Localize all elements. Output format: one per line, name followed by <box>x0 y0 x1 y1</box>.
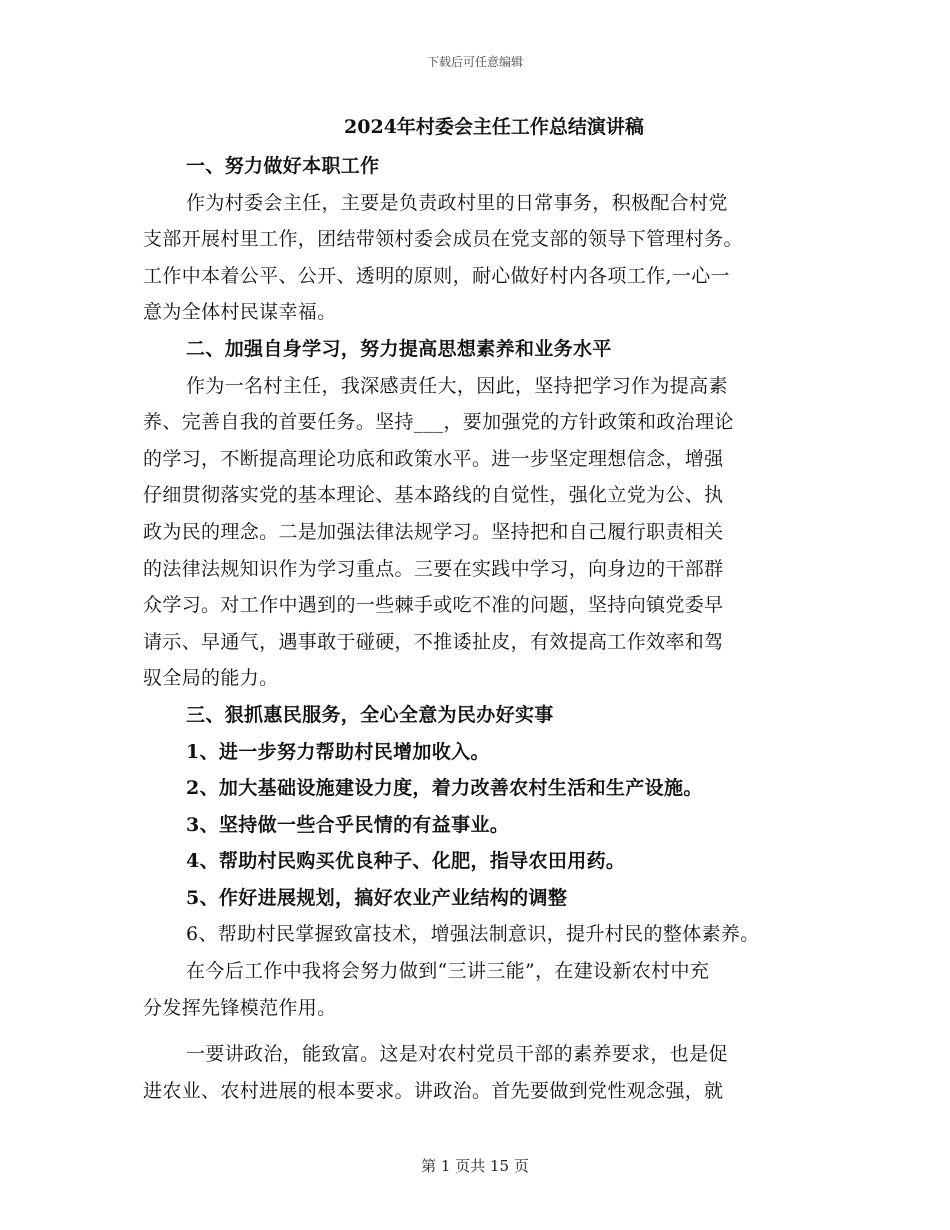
section-heading-1: 一、努力做好本职工作 <box>186 155 380 177</box>
paragraph-line: 意为全体村民谋幸福。 <box>143 301 337 324</box>
list-item: 3、坚持做一些合乎民情的有益事业。 <box>186 813 510 836</box>
paragraph-line: 进农业、农村进展的根本要求。讲政治。首先要做到党性观念强，就 <box>143 1079 724 1102</box>
paragraph-line: 政为民的理念。二是加强法律法规学习。坚持把和自己履行职责相关 <box>143 520 724 543</box>
paragraph-line: 仔细贯彻落实党的基本理论、基本路线的自觉性，强化立党为公、执 <box>143 484 724 507</box>
document-body <box>143 110 833 1109</box>
paragraph-line: 的学习，不断提高理论功底和政策水平。进一步坚定理想信念，增强 <box>143 447 724 470</box>
paragraph-line: 作为村委会主任，主要是负责政村里的日常事务，积极配合村党 <box>186 191 728 214</box>
document-title: 2024年村委会主任工作总结演讲稿 <box>344 116 644 138</box>
list-item: 4、帮助村民购买优良种子、化肥，指导农田用药。 <box>186 850 626 873</box>
page-header: 下载后可任意编辑 <box>426 55 523 69</box>
section-heading-2: 二、加强自身学习，努力提高思想素养和业务水平 <box>186 337 612 360</box>
list-item: 1、进一步努力帮助村民增加收入。 <box>186 740 490 763</box>
page-footer: 第 1 页共 15 页 <box>421 1157 529 1175</box>
paragraph-line: 的法律法规知识作为学习重点。三要在实践中学习，向身边的干部群 <box>143 557 724 580</box>
list-item: 2、加大基础设施建设力度，着力改善农村生活和生产设施。 <box>186 777 703 800</box>
paragraph-line: 分发挥先锋模范作用。 <box>143 996 337 1019</box>
paragraph-line: 养、完善自我的首要任务。坚持___，要加强党的方针政策和政治理论 <box>143 411 734 434</box>
list-item: 5、作好进展规划，搞好农业产业结构的调整 <box>186 886 568 909</box>
paragraph-line: 一要讲政治，能致富。这是对农村党员干部的素养要求，也是促 <box>186 1043 728 1066</box>
paragraph-line: 工作中本着公平、公开、透明的原则，耐心做好村内各项工作,一心一 <box>143 264 730 287</box>
paragraph-line: 作为一名村主任，我深感责任大，因此，坚持把学习作为提高素 <box>186 374 728 397</box>
section-heading-3: 三、狠抓惠民服务，全心全意为民办好实事 <box>186 703 554 726</box>
paragraph-line: 驭全局的能力。 <box>143 667 279 690</box>
paragraph-line: 众学习。对工作中遇到的一些棘手或吃不准的问题，坚持向镇党委早 <box>143 594 724 617</box>
paragraph-line: 请示、早通气，遇事敢于碰硬，不推诿扯皮，有效提高工作效率和驾 <box>143 630 724 653</box>
paragraph-line: 支部开展村里工作，团结带领村委会成员在党支部的领导下管理村务。 <box>143 228 743 251</box>
list-item: 6、帮助村民掌握致富技术，增强法制意识，提升村民的整体素养。 <box>186 923 760 946</box>
paragraph-line: 在今后工作中我将会努力做到“三讲三能”，在建设新农村中充 <box>186 960 710 983</box>
